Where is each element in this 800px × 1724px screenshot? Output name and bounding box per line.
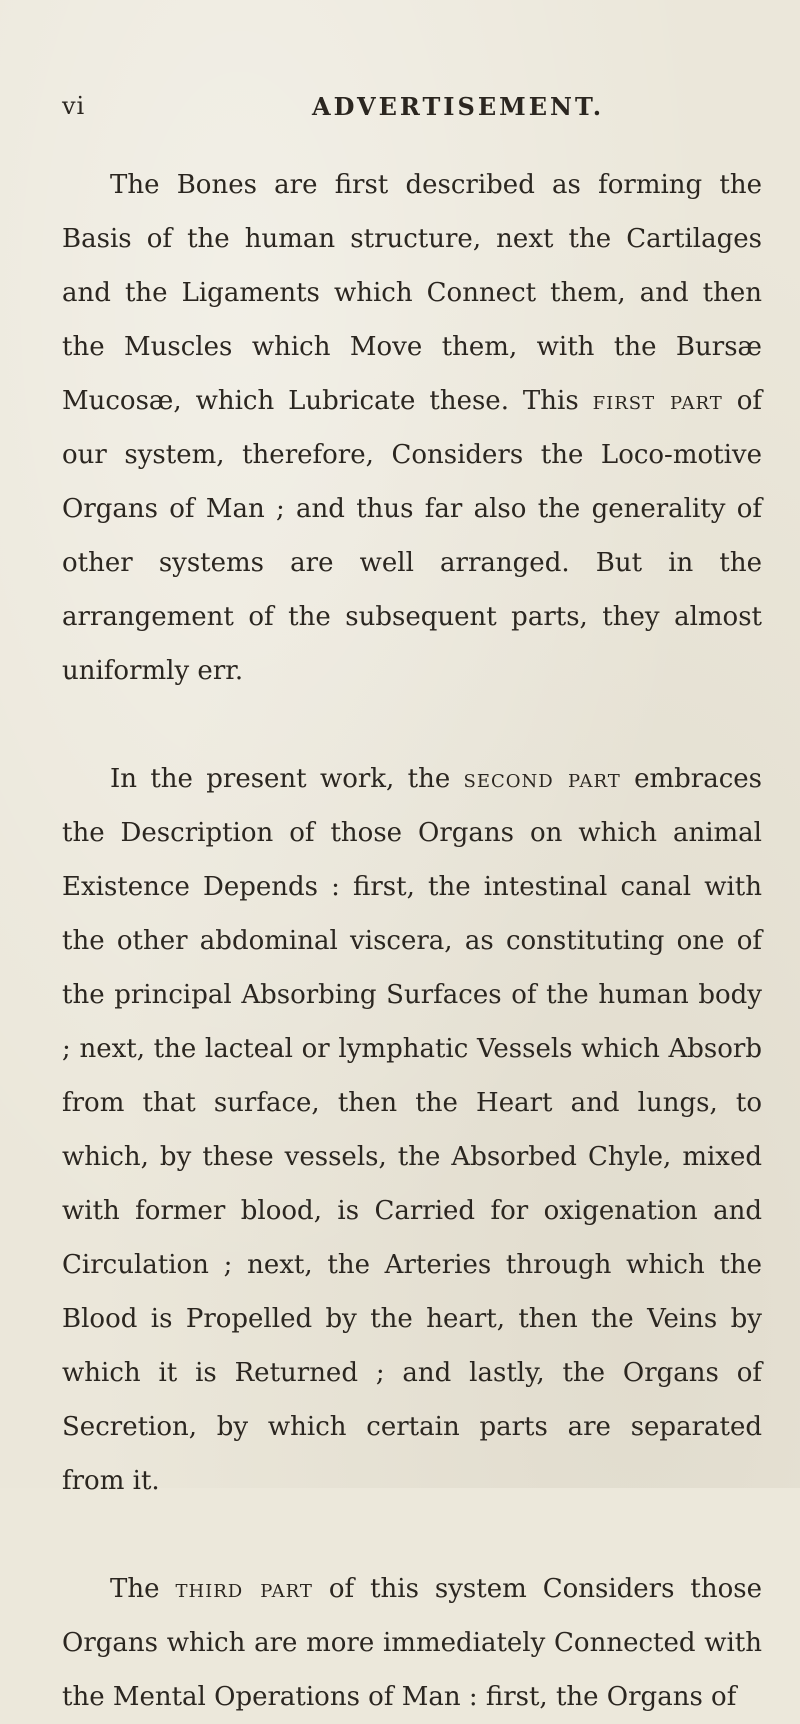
paragraph-text: of our system, therefore, Considers the Loco-motive Organs of Man ; and thus far also the generality of other systems are well arranged. But in the arrangement of the subsequent parts, they almost uniformly err. (62, 386, 762, 686)
paragraph-first-part (62, 158, 762, 698)
paragraph-text: In the present work, the (110, 764, 464, 794)
paragraph-text: The (110, 1574, 176, 1604)
paragraph-second-part (62, 752, 762, 1508)
paragraph-text: The Bones are first described as forming the Basis of the human structure, next the Cartilages and the Ligaments which Connect them, and then the Muscles which Move them, with the Bursæ Mucosæ, which Lubricate these. This (62, 170, 762, 416)
running-head: ADVERTISEMENT. (312, 92, 605, 121)
paragraph-text: embraces the Description of those Organs on which animal Existence Depends : first, the intestinal canal with the other abdominal viscera, as constituting one of the principal Absorbing Surfaces of the human body ; next, the lacteal or lymphatic Vessels which Absorb from that surface, then the Heart and lungs, to which, by these vessels, the Absorbed Chyle, mixed with former blood, is Carried for oxigenation and Circulation ; next, the Arteries through which the Blood is Propelled by the heart, then the Veins by which it is Returned ; and lastly, the Organs of Secretion, by which certain parts are separated from it. (62, 764, 762, 1496)
small-caps-heading: second part (463, 764, 621, 794)
page-header (62, 92, 762, 132)
body-text (62, 158, 762, 1724)
paragraph-text: of this system Considers those Organs which are more immediately Connected with the Mental Operations of Man : first, the Organs of (62, 1574, 762, 1712)
small-caps-heading: first part (592, 386, 723, 416)
page-number: vi (62, 92, 86, 120)
paragraph-third-part (62, 1562, 762, 1724)
small-caps-heading: third part (175, 1574, 313, 1604)
